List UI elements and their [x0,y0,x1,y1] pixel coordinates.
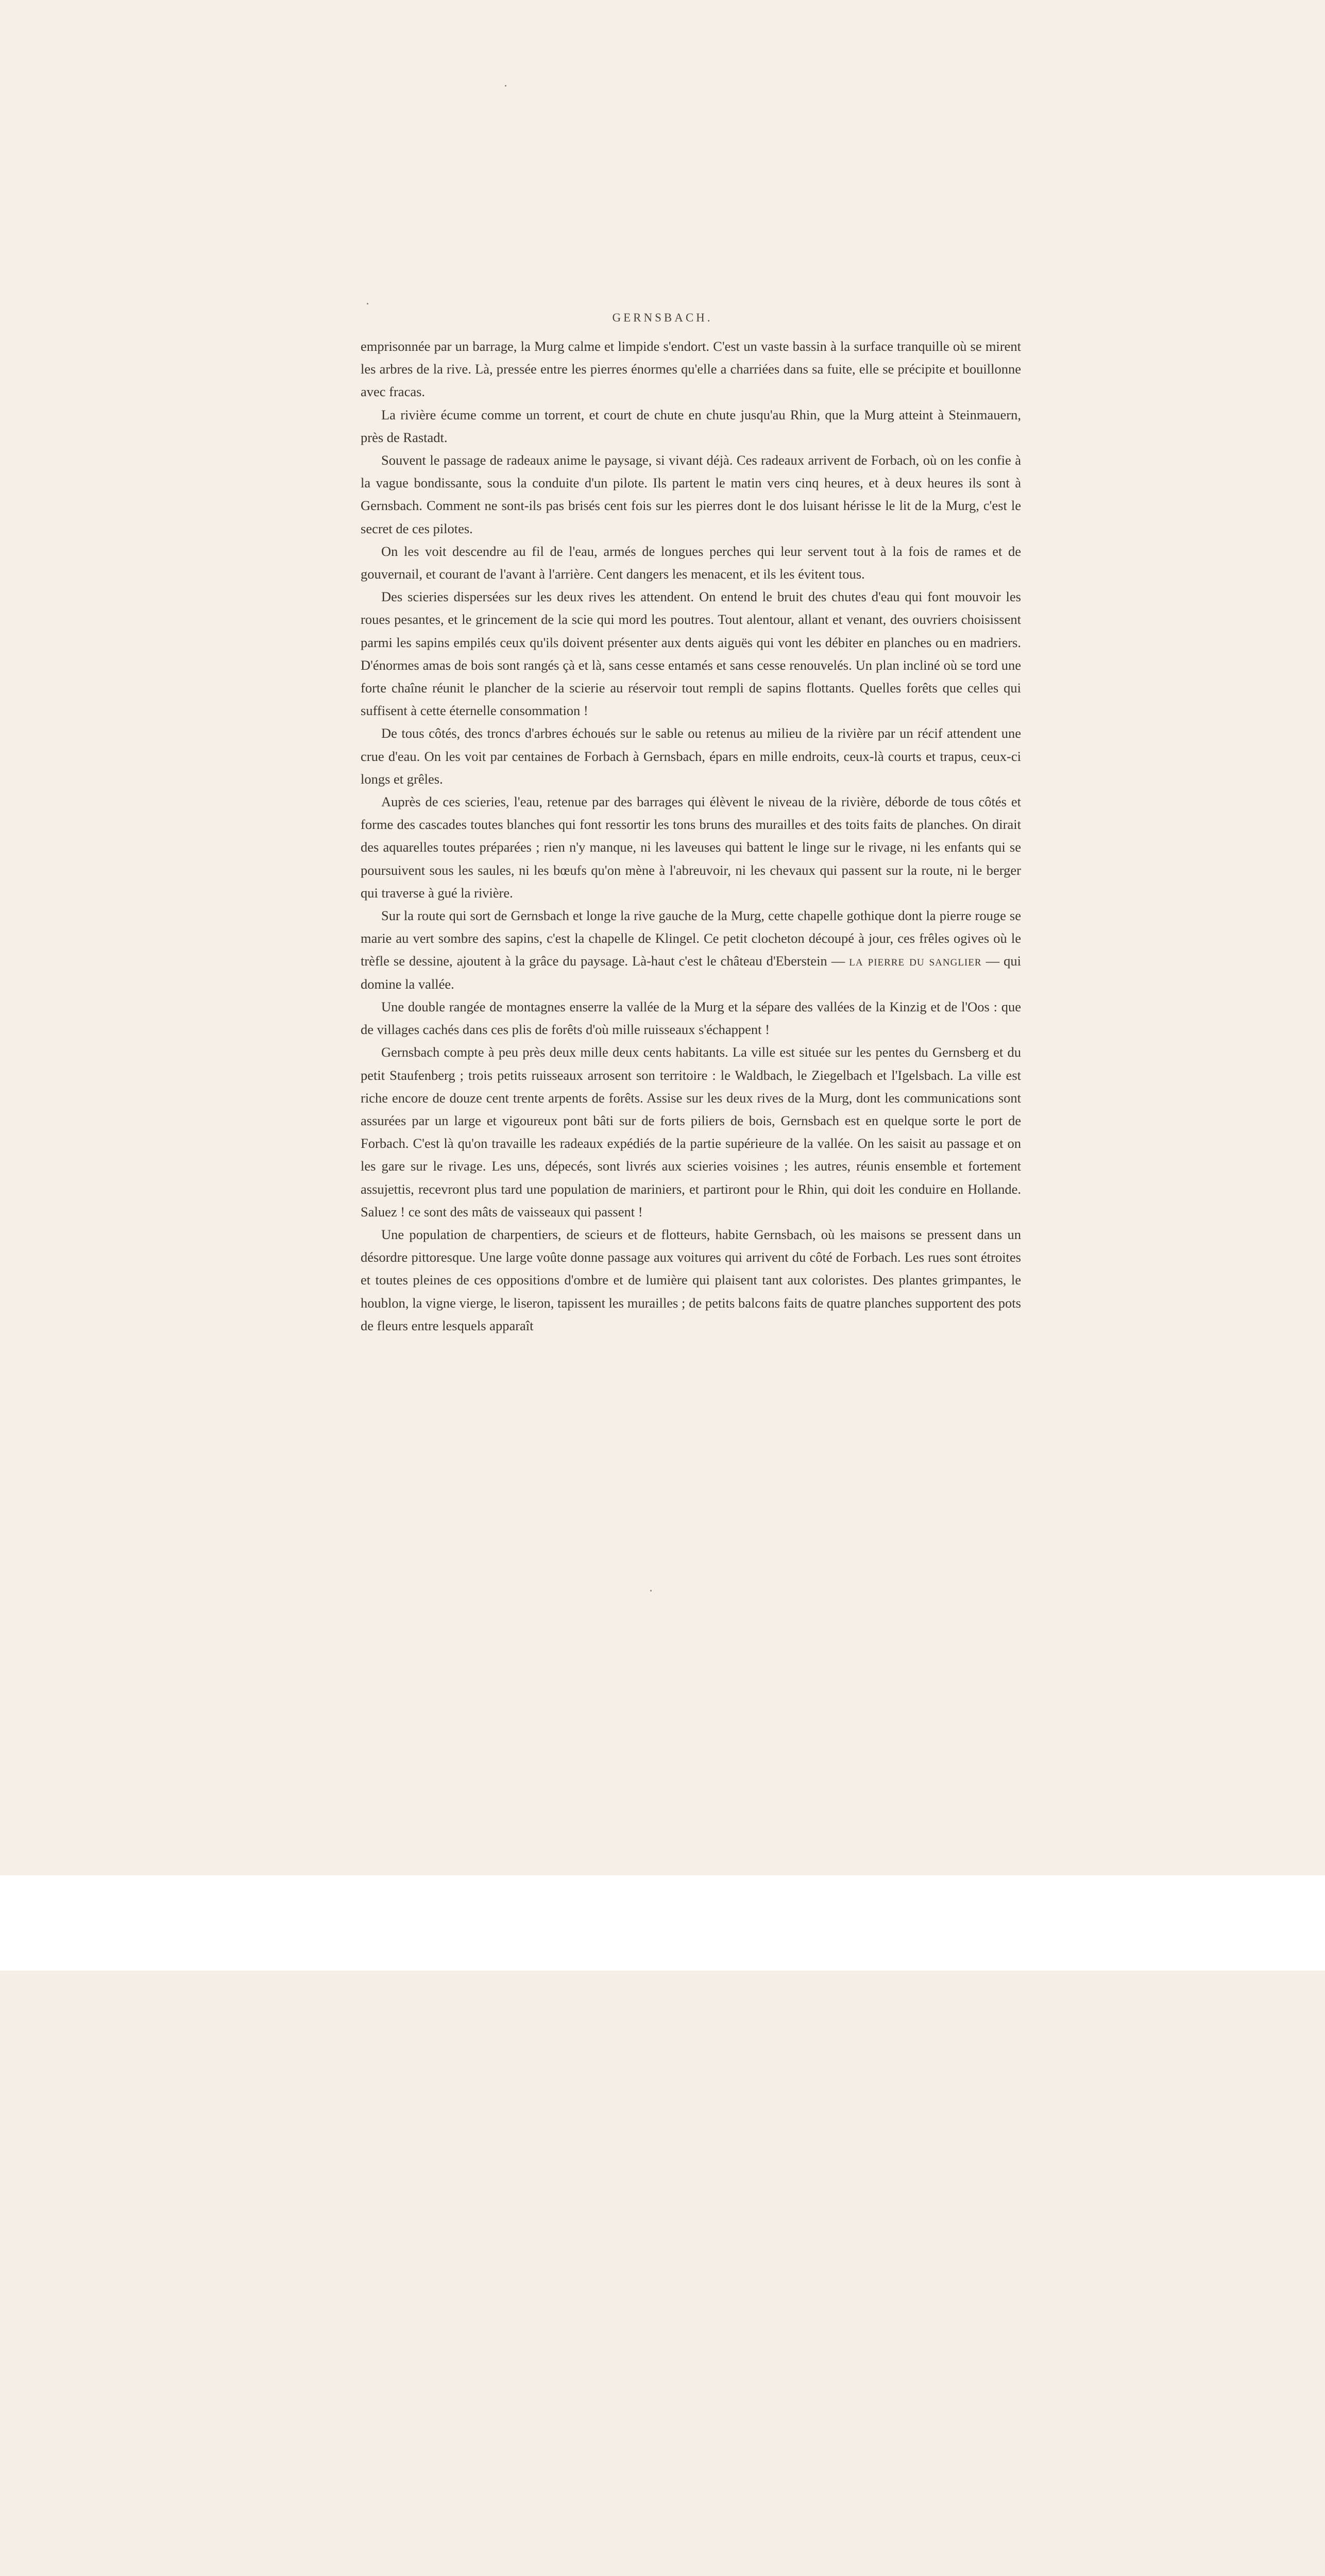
paper-speck [650,1590,652,1591]
running-head: GERNSBACH. [612,311,713,324]
paragraph-text: Sur la route qui sort de Gernsbach et longe la rive gauche de la Murg, cette chapelle gothique dont la pierre rouge se marie au vert sombre des sapins, c'est la chapelle de Klingel. Ce petit clocheton découpé à jour, ces frêles ogives où le trèfle se dessine, ajoutent à la grâce du paysage. Là-haut c'est le château d'Eberstein — [361,908,1021,969]
paragraph-text: — qui domine la vallée. [361,953,1021,992]
smallcaps-phrase: la pierre du sanglier [849,953,982,969]
paper-speck [505,85,506,87]
paragraph: De tous côtés, des troncs d'arbres échoués sur le sable ou retenus au milieu de la rivière par un récif attendent une crue d'eau. On les voit par centaines de Forbach à Gernsbach, épars en mille endroits, ceux-là courts et trapus, ceux-ci longs et grêles. [361,725,1021,787]
paper-speck [367,303,368,304]
paragraph: Auprès de ces scieries, l'eau, retenue par des barrages qui élèvent le niveau de la rivière, déborde de tous côtés et forme des cascades toutes blanches qui font ressortir les tons bruns des murailles et des toits faits de planches. On dirait des aquarelles toutes préparées ; rien n'y manque, ni les laveuses qui battent le linge sur le rivage, ni les enfants qui se poursuivent sous les saules, ni les bœufs qu'on mène à l'abreuvoir, ni les chevaux qui passent sur la route, ni le berger qui traverse à gué la rivière. [361,794,1021,901]
paragraph: La rivière écume comme un torrent, et court de chute en chute jusqu'au Rhin, que la Murg atteint à Steinmauern, près de Rastadt. [361,406,1021,445]
paragraph: Souvent le passage de radeaux anime le paysage, si vivant déjà. Ces radeaux arrivent de Forbach, où on les confie à la vague bondissante, sous la conduite d'un pilote. Ils partent le matin vers cinq heures, et à deux heures ils sont à Gernsbach. Comment ne sont-ils pas brisés cent fois sur les pierres dont le dos luisant hérisse le lit de la Murg, c'est le secret de ces pilotes. [361,452,1021,536]
digitization-footer [0,1875,1325,1971]
paragraph: Une double rangée de montagnes enserre la vallée de la Murg et la sépare des vallées de la Kinzig et de l'Oos : que de villages cachés dans ces plis de forêts d'où mille ruisseaux s'échappent ! [361,998,1021,1038]
paragraph: emprisonnée par un barrage, la Murg calme et limpide s'endort. C'est un vaste bassin à la surface tranquille où se mirent les arbres de la rive. Là, pressée entre les pierres énormes qu'elle a charriées dans sa fuite, elle se précipite et bouillonne avec fracas. [361,338,1021,400]
paragraph: Des scieries dispersées sur les deux rives les attendent. On entend le bruit des chutes d'eau qui font mouvoir les roues pesantes, et le grincement de la scie qui mord les poutres. Tout alentour, allant et venant, des ouvriers choisissent parmi les sapins empilés ceux qu'ils doivent présenter aux dents aiguës qui vont les débiter en planches ou en madriers. D'énormes amas de bois sont rangés çà et là, sans cesse entamés et sans cesse renouvelés. Un plan incliné où se tord une forte chaîne réunit le plancher de la scierie au réservoir tout rempli de sapins flottants. Quelles forêts que celles qui suffisent à cette éternelle consommation ! [361,589,1021,719]
paragraph [361,904,1021,995]
paragraph: Gernsbach compte à peu près deux mille deux cents habitants. La ville est située sur les pentes du Gernsberg et du petit Staufenberg ; trois petits ruisseaux arrosent son territoire : le Waldbach, le Ziegelbach et l'Igelsbach. La ville est riche encore de douze cent trente arpents de forêts. Assise sur les deux rives de la Murg, dont les communications sont assurées par un large et vigoureux pont bâti sur de forts piliers de bois, Gernsbach est en quelque sorte le port de Forbach. C'est là qu'on travaille les radeaux expédiés de la partie supérieure de la vallée. On les saisit au passage et on les gare sur le rivage. Les uns, dépecés, sont livrés aux scieries voisines ; les autres, réunis ensemble et fortement assujettis, recevront plus tard une population de mariniers, et partiront pour le Rhin, qui doit les conduire en Hollande. Saluez ! ce sont des mâts de vaisseaux qui passent ! [361,1044,1021,1219]
paragraph: On les voit descendre au fil de l'eau, armés de longues perches qui leur servent tout à la fois de rames et de gouvernail, et courant de l'avant à l'arrière. Cent dangers les menacent, et ils les évitent tous. [361,543,1021,582]
paragraph: Une population de charpentiers, de scieurs et de flotteurs, habite Gernsbach, où les maisons se pressent dans un désordre pittoresque. Une large voûte donne passage aux voitures qui arrivent du côté de Forbach. Les rues sont étroites et toutes pleines de ces oppositions d'ombre et de lumière qui plaisent tant aux coloristes. Des plantes grimpantes, le houblon, la vigne vierge, le liseron, tapissent les murailles ; de petits balcons faits de quatre planches supportent des pots de fleurs entre lesquels apparaît [361,1226,1021,1333]
body-text [361,335,1021,1337]
